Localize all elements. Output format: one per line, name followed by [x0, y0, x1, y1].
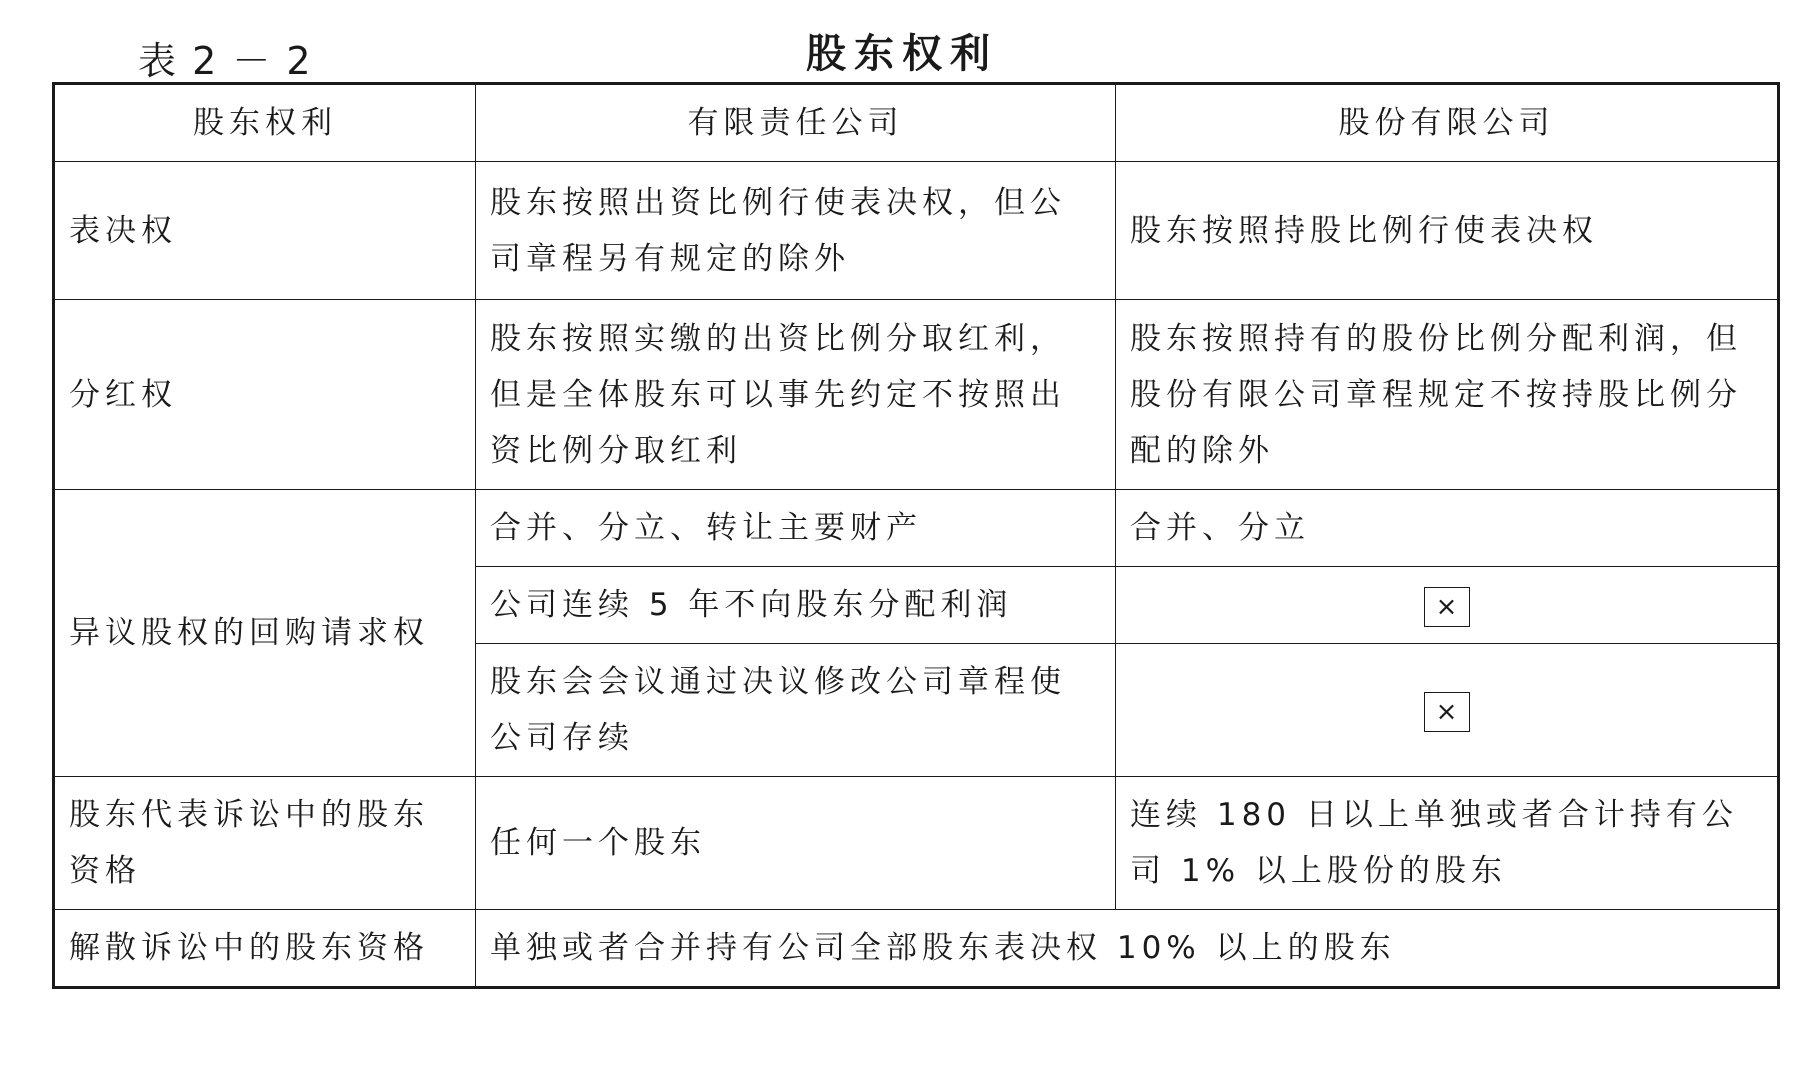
header-cell: 股份有限公司: [1116, 84, 1779, 162]
row-label: 股东代表诉讼中的股东资格: [54, 777, 476, 910]
jsc-cell: 股东按照持有的股份比例分配利润，但股份有限公司章程规定不按持股比例分配的除外: [1116, 300, 1779, 490]
row-label: 表决权: [54, 162, 476, 300]
jsc-cell: [1116, 567, 1779, 644]
table-row: [54, 777, 1779, 910]
jsc-cell: 合并、分立: [1116, 490, 1779, 567]
not-applicable-mark: ×: [1424, 587, 1470, 627]
llc-cell: 合并、分立、转让主要财产: [476, 490, 1116, 567]
table-title: 股东权利: [806, 31, 998, 77]
llc-cell: 股东会会议通过决议修改公司章程使公司存续: [476, 644, 1116, 777]
llc-cell: 公司连续 5 年不向股东分配利润: [476, 567, 1116, 644]
row-label: 解散诉讼中的股东资格: [54, 910, 476, 988]
header-row: [54, 84, 1779, 162]
jsc-cell: 股东按照持股比例行使表决权: [1116, 162, 1779, 300]
llc-cell: 股东按照实缴的出资比例分取红利，但是全体股东可以事先约定不按照出资比例分取红利: [476, 300, 1116, 490]
table-row: [54, 910, 1779, 988]
header-cell: 有限责任公司: [476, 84, 1116, 162]
shareholder-rights-table: [52, 82, 1780, 989]
table-row: [54, 162, 1779, 300]
table-row: [54, 300, 1779, 490]
llc-cell: 任何一个股东: [476, 777, 1116, 910]
row-label: 异议股权的回购请求权: [54, 490, 476, 777]
table-row: [54, 490, 1779, 567]
header-cell: 股东权利: [54, 84, 476, 162]
llc-cell: 股东按照出资比例行使表决权，但公司章程另有规定的除外: [476, 162, 1116, 300]
row-label: 分红权: [54, 300, 476, 490]
not-applicable-mark: ×: [1424, 692, 1470, 732]
table-number: 表 2 － 2: [138, 39, 313, 83]
jsc-cell: [1116, 644, 1779, 777]
jsc-cell: 连续 180 日以上单独或者合计持有公司 1% 以上股份的股东: [1116, 777, 1779, 910]
merged-cell: 单独或者合并持有公司全部股东表决权 10% 以上的股东: [476, 910, 1779, 988]
